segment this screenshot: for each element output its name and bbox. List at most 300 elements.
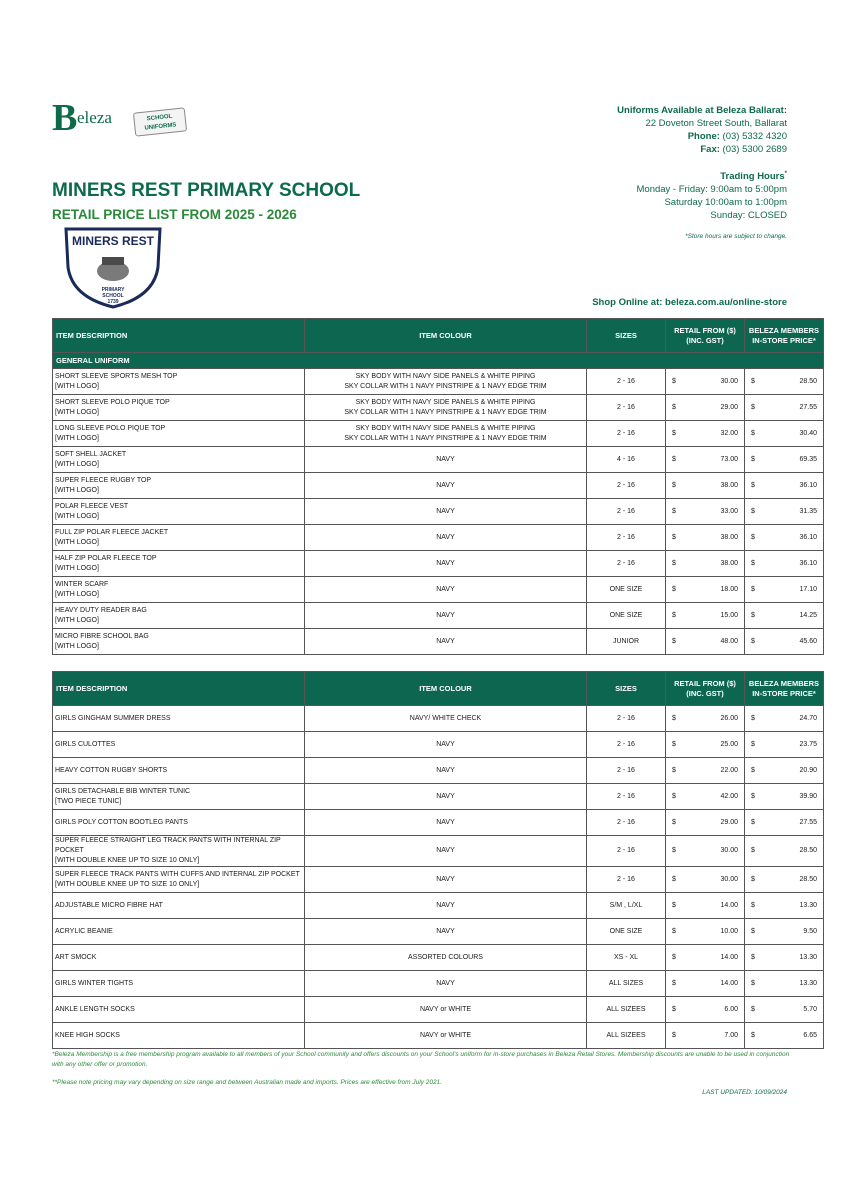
cell-description — [53, 893, 305, 919]
currency-symbol: $ — [751, 1031, 755, 1039]
item-description-note: [WITH LOGO] — [55, 382, 99, 390]
cell-description — [53, 603, 305, 629]
shop-online-link[interactable]: Shop Online at: beleza.com.au/online-store — [592, 297, 787, 308]
member-price: 36.10 — [799, 559, 817, 567]
additional-uniform-table — [52, 671, 824, 1049]
item-description-note: [WITH LOGO] — [55, 512, 99, 520]
membership-footnote: *Beleza Membership is a free membership program available to all members of your School community and offers discounts on your School's uniform for in-store purchases in Beleza Retail Stores. Membership discounts are unable to be used in conjunction with any other offer or promotion. — [52, 1051, 790, 1068]
cell-member-price — [745, 473, 824, 499]
cell-colour — [305, 369, 587, 395]
table-row — [53, 758, 824, 784]
item-description: SOFT SHELL JACKET — [55, 450, 127, 458]
cell-member-price — [745, 629, 824, 655]
header-member-line2: IN-STORE PRICE* — [752, 688, 816, 698]
school-crest-icon — [62, 227, 164, 309]
cell-sizes: 2 - 16 — [587, 810, 666, 836]
currency-symbol: $ — [751, 481, 755, 489]
cell-description — [53, 421, 305, 447]
table-row — [53, 893, 824, 919]
cell-retail-price — [666, 836, 745, 867]
item-description: HALF ZIP POLAR FLEECE TOP — [55, 554, 157, 562]
member-price: 28.50 — [799, 847, 817, 854]
currency-symbol: $ — [672, 559, 676, 567]
cell-description — [53, 369, 305, 395]
item-colour: ASSORTED COLOURS — [408, 953, 483, 961]
header-member-line2: IN-STORE PRICE* — [752, 335, 816, 345]
cell-colour — [305, 421, 587, 447]
hours-title — [617, 168, 787, 183]
retail-price: 15.00 — [720, 611, 738, 619]
price-list-subtitle: RETAIL PRICE LIST FROM 2025 - 2026 — [52, 207, 297, 222]
item-description-note: [WITH DOUBLE KNEE UP TO SIZE 10 ONLY] — [55, 880, 200, 888]
currency-symbol: $ — [672, 1005, 676, 1013]
table-row — [53, 551, 824, 577]
cell-description — [53, 758, 305, 784]
member-price: 24.70 — [799, 714, 817, 722]
currency-symbol: $ — [751, 953, 755, 961]
cell-colour — [305, 836, 587, 867]
member-price: 27.55 — [799, 818, 817, 826]
item-description: ACRYLIC BEANIE — [55, 927, 113, 935]
table-row — [53, 369, 824, 395]
cell-colour — [305, 919, 587, 945]
cell-colour — [305, 706, 587, 732]
cell-colour — [305, 577, 587, 603]
store-fax — [617, 143, 787, 156]
cell-sizes: 2 - 16 — [587, 836, 666, 867]
store-info — [617, 104, 787, 243]
store-address: 22 Doveton Street South, Ballarat — [645, 118, 787, 129]
member-price: 6.65 — [803, 1031, 817, 1039]
cell-description — [53, 997, 305, 1023]
cell-description — [53, 945, 305, 971]
member-price: 27.55 — [799, 403, 817, 411]
table-row — [53, 919, 824, 945]
cell-description — [53, 706, 305, 732]
cell-description — [53, 836, 305, 867]
cell-retail-price — [666, 706, 745, 732]
member-price: 36.10 — [799, 481, 817, 489]
currency-symbol: $ — [751, 979, 755, 987]
cell-colour — [305, 810, 587, 836]
table-row — [53, 525, 824, 551]
cell-retail-price — [666, 893, 745, 919]
currency-symbol: $ — [672, 533, 676, 541]
cell-sizes: 4 - 16 — [587, 447, 666, 473]
retail-price: 7.00 — [724, 1031, 738, 1039]
cell-description — [53, 867, 305, 893]
cell-member-price — [745, 395, 824, 421]
cell-sizes: 2 - 16 — [587, 551, 666, 577]
store-heading: Uniforms Available at Beleza Ballarat: — [617, 105, 787, 116]
retail-price: 25.00 — [720, 740, 738, 748]
phone-label: Phone: — [687, 131, 720, 142]
cell-retail-price — [666, 551, 745, 577]
cell-retail-price — [666, 784, 745, 810]
item-description: FULL ZIP POLAR FLEECE JACKET — [55, 528, 169, 536]
cell-member-price — [745, 1023, 824, 1049]
item-description: ADJUSTABLE MICRO FIBRE HAT — [55, 901, 163, 909]
member-price: 45.60 — [799, 637, 817, 645]
retail-price: 14.00 — [720, 901, 738, 909]
currency-symbol: $ — [672, 585, 676, 593]
cell-member-price — [745, 758, 824, 784]
currency-symbol: $ — [672, 818, 676, 826]
header-retail — [666, 319, 745, 353]
cell-member-price — [745, 945, 824, 971]
currency-symbol: $ — [751, 585, 755, 593]
cell-colour — [305, 867, 587, 893]
currency-symbol: $ — [751, 740, 755, 748]
section-row — [53, 353, 824, 369]
currency-symbol: $ — [751, 847, 755, 854]
currency-symbol: $ — [751, 792, 755, 800]
cell-retail-price — [666, 499, 745, 525]
member-price: 31.35 — [799, 507, 817, 515]
table-header-row — [53, 672, 824, 706]
currency-symbol: $ — [751, 455, 755, 463]
currency-symbol: $ — [672, 403, 676, 411]
currency-symbol: $ — [751, 714, 755, 722]
member-price: 69.35 — [799, 455, 817, 463]
cell-description — [53, 551, 305, 577]
cell-sizes: 2 - 16 — [587, 758, 666, 784]
header-description: ITEM DESCRIPTION — [53, 319, 305, 353]
member-price: 13.30 — [799, 953, 817, 961]
cell-colour — [305, 1023, 587, 1049]
cell-member-price — [745, 919, 824, 945]
item-colour: NAVY — [436, 875, 455, 883]
fax-label: Fax: — [700, 144, 720, 155]
cell-description — [53, 810, 305, 836]
item-colour: NAVY — [436, 847, 455, 854]
crest-line2: SCHOOL — [102, 293, 124, 299]
item-description-note: [WITH LOGO] — [55, 590, 99, 598]
cell-retail-price — [666, 919, 745, 945]
item-description: SUPER FLEECE RUGBY TOP — [55, 476, 152, 484]
member-price: 20.90 — [799, 766, 817, 774]
item-description: SHORT SLEEVE POLO PIQUE TOP — [55, 398, 170, 406]
table-row — [53, 867, 824, 893]
cell-colour — [305, 784, 587, 810]
cell-colour — [305, 945, 587, 971]
retail-price: 30.00 — [720, 847, 738, 854]
general-uniform-table — [52, 318, 824, 655]
cell-retail-price — [666, 732, 745, 758]
last-updated: LAST UPDATED: 10/09/2024 — [702, 1089, 787, 1096]
cell-colour — [305, 499, 587, 525]
item-colour: NAVY — [436, 766, 455, 774]
cell-retail-price — [666, 629, 745, 655]
table-row — [53, 603, 824, 629]
item-description-note: [WITH LOGO] — [55, 642, 99, 650]
header-member — [745, 319, 824, 353]
member-price: 17.10 — [799, 585, 817, 593]
member-price: 39.90 — [799, 792, 817, 800]
cell-sizes: ONE SIZE — [587, 603, 666, 629]
crest-name: MINERS REST — [71, 234, 155, 248]
cell-sizes: XS - XL — [587, 945, 666, 971]
header-sizes: SIZES — [587, 672, 666, 706]
cell-member-price — [745, 784, 824, 810]
cell-member-price — [745, 997, 824, 1023]
cell-member-price — [745, 971, 824, 997]
table-row — [53, 421, 824, 447]
item-description: GIRLS CULOTTES — [55, 740, 116, 748]
retail-price: 38.00 — [720, 481, 738, 489]
item-colour: NAVY — [436, 455, 455, 463]
cell-member-price — [745, 810, 824, 836]
retail-price: 33.00 — [720, 507, 738, 515]
currency-symbol: $ — [751, 507, 755, 515]
currency-symbol: $ — [751, 818, 755, 826]
member-price: 14.25 — [799, 611, 817, 619]
logo-tag-line1: SCHOOL — [146, 113, 173, 123]
table-row — [53, 1023, 824, 1049]
table-row — [53, 971, 824, 997]
cell-member-price — [745, 551, 824, 577]
cell-member-price — [745, 421, 824, 447]
cell-member-price — [745, 447, 824, 473]
currency-symbol: $ — [672, 953, 676, 961]
cell-retail-price — [666, 997, 745, 1023]
cell-member-price — [745, 499, 824, 525]
currency-symbol: $ — [672, 507, 676, 515]
item-description: SUPER FLEECE STRAIGHT LEG TRACK PANTS WITH INTERNAL ZIP POCKET — [55, 837, 281, 854]
cell-colour — [305, 603, 587, 629]
member-price: 36.10 — [799, 533, 817, 541]
cell-retail-price — [666, 421, 745, 447]
cell-colour — [305, 525, 587, 551]
currency-symbol: $ — [672, 979, 676, 987]
beleza-logo — [52, 97, 192, 140]
currency-symbol: $ — [672, 377, 676, 385]
item-colour: SKY BODY WITH NAVY SIDE PANELS & WHITE PIPING — [355, 398, 536, 406]
member-price: 9.50 — [803, 927, 817, 935]
table-row — [53, 499, 824, 525]
item-description-note: [WITH DOUBLE KNEE UP TO SIZE 10 ONLY] — [55, 857, 200, 864]
item-colour: NAVY — [436, 818, 455, 826]
retail-price: 14.00 — [720, 953, 738, 961]
table-row — [53, 732, 824, 758]
table-row — [53, 810, 824, 836]
item-description-note: [WITH LOGO] — [55, 408, 99, 416]
currency-symbol: $ — [672, 429, 676, 437]
table-row — [53, 395, 824, 421]
cell-colour — [305, 997, 587, 1023]
item-colour: NAVY — [436, 927, 455, 935]
header-retail-line1: RETAIL FROM ($) — [674, 678, 736, 688]
item-description: HEAVY DUTY READER BAG — [55, 606, 147, 614]
hours-note: *Store hours are subject to change. — [685, 233, 787, 241]
cell-description — [53, 499, 305, 525]
cell-description — [53, 1023, 305, 1049]
item-description: KNEE HIGH SOCKS — [55, 1031, 120, 1039]
section-label: GENERAL UNIFORM — [53, 353, 824, 369]
currency-symbol: $ — [672, 1031, 676, 1039]
member-price: 23.75 — [799, 740, 817, 748]
cell-member-price — [745, 577, 824, 603]
cell-colour — [305, 395, 587, 421]
item-description: HEAVY COTTON RUGBY SHORTS — [55, 766, 168, 774]
currency-symbol: $ — [672, 927, 676, 935]
item-description: SHORT SLEEVE SPORTS MESH TOP — [55, 372, 178, 380]
currency-symbol: $ — [751, 1005, 755, 1013]
item-description: MICRO FIBRE SCHOOL BAG — [55, 632, 149, 640]
pricing-footnote: **Please note pricing may vary depending on size range and between Australian made and imports. Prices are effective from July 2021. — [52, 1079, 442, 1086]
cell-sizes: 2 - 16 — [587, 499, 666, 525]
table-row — [53, 784, 824, 810]
store-phone — [617, 130, 787, 143]
cell-retail-price — [666, 473, 745, 499]
item-description: GIRLS POLY COTTON BOOTLEG PANTS — [55, 818, 188, 826]
cell-retail-price — [666, 1023, 745, 1049]
member-price: 28.50 — [799, 377, 817, 385]
table-row — [53, 577, 824, 603]
item-description-note: [WITH LOGO] — [55, 460, 99, 468]
cell-description — [53, 447, 305, 473]
crest-year: 1739 — [107, 299, 119, 305]
header-member — [745, 672, 824, 706]
currency-symbol: $ — [751, 766, 755, 774]
item-colour: NAVY — [436, 481, 455, 489]
retail-price: 10.00 — [720, 927, 738, 935]
cell-retail-price — [666, 525, 745, 551]
member-price: 28.50 — [799, 875, 817, 883]
header-member-line1: BELEZA MEMBERS — [748, 678, 820, 688]
cell-description — [53, 577, 305, 603]
cell-retail-price — [666, 945, 745, 971]
table-row — [53, 997, 824, 1023]
logo-tag — [133, 107, 187, 136]
hours-saturday: Saturday 10:00am to 1:00pm — [664, 197, 787, 209]
currency-symbol: $ — [672, 847, 676, 854]
item-colour: NAVY — [436, 901, 455, 909]
cell-colour — [305, 971, 587, 997]
member-price: 30.40 — [799, 429, 817, 437]
cell-sizes: 2 - 16 — [587, 395, 666, 421]
table-row — [53, 945, 824, 971]
item-description-note: [WITH LOGO] — [55, 564, 99, 572]
cell-sizes: 2 - 16 — [587, 421, 666, 447]
member-price: 13.30 — [799, 901, 817, 909]
header-colour: ITEM COLOUR — [305, 672, 587, 706]
retail-price: 42.00 — [720, 792, 738, 800]
item-colour: NAVY — [436, 507, 455, 515]
retail-price: 32.00 — [720, 429, 738, 437]
retail-price: 38.00 — [720, 559, 738, 567]
retail-price: 30.00 — [720, 875, 738, 883]
currency-symbol: $ — [751, 403, 755, 411]
item-colour-detail: SKY COLLAR WITH 1 NAVY PINSTRIPE & 1 NAVY EDGE TRIM — [344, 408, 547, 416]
cell-retail-price — [666, 758, 745, 784]
phone-number[interactable]: (03) 5332 4320 — [722, 131, 787, 142]
cell-member-price — [745, 836, 824, 867]
cell-colour — [305, 551, 587, 577]
cell-sizes: ALL SIZES — [587, 971, 666, 997]
item-description: GIRLS GINGHAM SUMMER DRESS — [55, 714, 171, 722]
cell-retail-price — [666, 971, 745, 997]
currency-symbol: $ — [672, 611, 676, 619]
header-member-line1: BELEZA MEMBERS — [748, 325, 820, 335]
cell-description — [53, 919, 305, 945]
cell-sizes: ALL SIZEES — [587, 1023, 666, 1049]
currency-symbol: $ — [751, 875, 755, 883]
retail-price: 73.00 — [720, 455, 738, 463]
retail-price: 29.00 — [720, 403, 738, 411]
cell-retail-price — [666, 603, 745, 629]
item-colour: NAVY/ WHITE CHECK — [409, 714, 482, 722]
cell-member-price — [745, 525, 824, 551]
cell-member-price — [745, 893, 824, 919]
currency-symbol: $ — [751, 377, 755, 385]
table-header-row — [53, 319, 824, 353]
retail-price: 38.00 — [720, 533, 738, 541]
item-colour: SKY BODY WITH NAVY SIDE PANELS & WHITE PIPING — [355, 424, 536, 432]
cell-sizes: 2 - 16 — [587, 784, 666, 810]
hours-mark: * — [784, 171, 787, 177]
school-title: MINERS REST PRIMARY SCHOOL — [52, 180, 361, 201]
item-description: ANKLE LENGTH SOCKS — [55, 1005, 135, 1013]
item-colour: NAVY — [436, 979, 455, 987]
item-description: GIRLS WINTER TIGHTS — [55, 979, 134, 987]
header-retail — [666, 672, 745, 706]
item-description: GIRLS DETACHABLE BIB WINTER TUNIC — [55, 787, 191, 795]
currency-symbol: $ — [751, 901, 755, 909]
logo-name: eleza — [77, 108, 112, 127]
cell-description — [53, 473, 305, 499]
cell-sizes: 2 - 16 — [587, 525, 666, 551]
item-description: ART SMOCK — [55, 953, 97, 961]
cell-colour — [305, 893, 587, 919]
retail-price: 29.00 — [720, 818, 738, 826]
cell-sizes: 2 - 16 — [587, 706, 666, 732]
item-description: SUPER FLEECE TRACK PANTS WITH CUFFS AND INTERNAL ZIP POCKET — [55, 870, 300, 878]
cell-description — [53, 971, 305, 997]
currency-symbol: $ — [672, 875, 676, 883]
item-description: POLAR FLEECE VEST — [55, 502, 129, 510]
header-retail-line1: RETAIL FROM ($) — [674, 325, 736, 335]
fax-number: (03) 5300 2689 — [722, 144, 787, 155]
cell-sizes: ONE SIZE — [587, 577, 666, 603]
cell-colour — [305, 447, 587, 473]
item-description-note: [TWO PIECE TUNIC] — [55, 797, 122, 805]
hours-weekday: Monday - Friday: 9:00am to 5:00pm — [636, 184, 787, 196]
currency-symbol: $ — [672, 901, 676, 909]
currency-symbol: $ — [672, 481, 676, 489]
cell-member-price — [745, 369, 824, 395]
retail-price: 18.00 — [720, 585, 738, 593]
item-description-note: [WITH LOGO] — [55, 538, 99, 546]
cell-colour — [305, 473, 587, 499]
cell-member-price — [745, 732, 824, 758]
cell-retail-price — [666, 810, 745, 836]
cell-colour — [305, 732, 587, 758]
currency-symbol: $ — [672, 792, 676, 800]
table-row — [53, 629, 824, 655]
retail-price: 6.00 — [724, 1005, 738, 1013]
header-description: ITEM DESCRIPTION — [53, 672, 305, 706]
item-description: WINTER SCARF — [55, 580, 109, 588]
cell-retail-price — [666, 447, 745, 473]
hours-title-text: Trading Hours — [720, 171, 785, 183]
cell-description — [53, 525, 305, 551]
item-colour-detail: SKY COLLAR WITH 1 NAVY PINSTRIPE & 1 NAVY EDGE TRIM — [344, 382, 547, 390]
cell-member-price — [745, 603, 824, 629]
header-colour: ITEM COLOUR — [305, 319, 587, 353]
logo-tag-line2: UNIFORMS — [144, 122, 177, 132]
currency-symbol: $ — [751, 637, 755, 645]
